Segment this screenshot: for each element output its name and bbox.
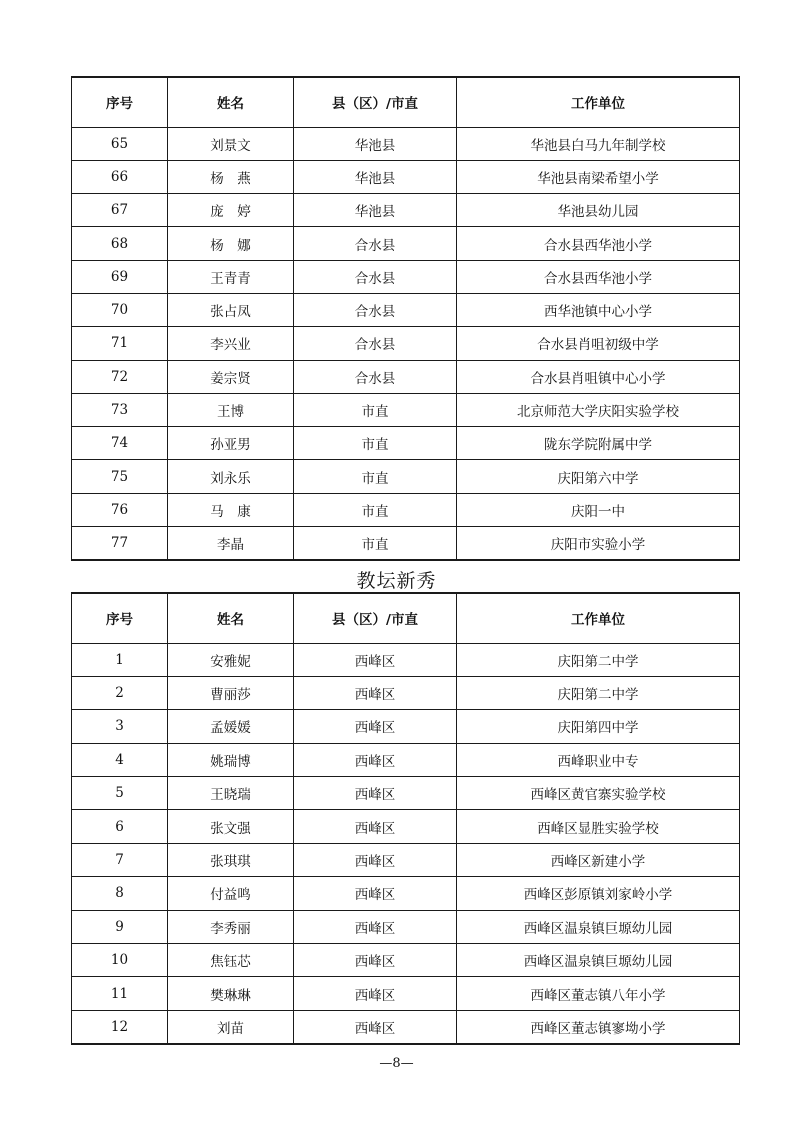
cell-unit: 西峰区新建小学 (457, 843, 740, 876)
cell-name: 张琪琪 (168, 843, 294, 876)
table-row (72, 360, 740, 393)
cell-county: 西峰区 (294, 877, 457, 910)
table-body (72, 127, 740, 560)
table-row (72, 194, 740, 227)
page-number: —8— (379, 1056, 414, 1071)
cell-name: 樊琳琳 (168, 977, 294, 1010)
cell-unit: 西峰区董志镇寥坳小学 (457, 1010, 740, 1043)
cell-unit: 陇东学院附属中学 (457, 427, 740, 460)
cell-seq: 1 (72, 643, 168, 676)
table-row (72, 743, 740, 776)
cell-unit: 庆阳第六中学 (457, 460, 740, 493)
header-name: 姓名 (168, 593, 294, 643)
table-row (72, 460, 740, 493)
cell-seq: 65 (72, 127, 168, 160)
cell-unit: 北京师范大学庆阳实验学校 (457, 393, 740, 426)
cell-unit: 西峰区显胜实验学校 (457, 810, 740, 843)
cell-county: 西峰区 (294, 910, 457, 943)
cell-county: 市直 (294, 393, 457, 426)
cell-unit: 西峰区彭原镇刘家岭小学 (457, 877, 740, 910)
cell-county: 市直 (294, 493, 457, 526)
table-row (72, 843, 740, 876)
table-row (72, 944, 740, 977)
cell-seq: 66 (72, 160, 168, 193)
header-county: 县（区）/市直 (294, 593, 457, 643)
cell-seq: 12 (72, 1010, 168, 1043)
section-title: 教坛新秀 (356, 570, 437, 592)
cell-seq: 68 (72, 227, 168, 260)
cell-name: 李秀丽 (168, 910, 294, 943)
table-row (72, 910, 740, 943)
cell-county: 合水县 (294, 360, 457, 393)
cell-seq: 69 (72, 260, 168, 293)
cell-unit: 庆阳市实验小学 (457, 527, 740, 560)
cell-unit: 西峰区董志镇八年小学 (457, 977, 740, 1010)
table-row (72, 393, 740, 426)
cell-seq: 71 (72, 327, 168, 360)
cell-name: 姜宗贤 (168, 360, 294, 393)
cell-seq: 2 (72, 676, 168, 709)
cell-seq: 67 (72, 194, 168, 227)
cell-name: 王博 (168, 393, 294, 426)
table-row (72, 877, 740, 910)
cell-name: 刘景文 (168, 127, 294, 160)
table-row (72, 676, 740, 709)
cell-seq: 73 (72, 393, 168, 426)
cell-county: 合水县 (294, 227, 457, 260)
cell-name: 马 康 (168, 493, 294, 526)
cell-name: 李兴业 (168, 327, 294, 360)
cell-name: 付益鸣 (168, 877, 294, 910)
header-seq: 序号 (72, 593, 168, 643)
cell-seq: 70 (72, 293, 168, 326)
table-row (72, 493, 740, 526)
cell-county: 西峰区 (294, 977, 457, 1010)
cell-seq: 3 (72, 710, 168, 743)
table-row (72, 527, 740, 560)
cell-seq: 77 (72, 527, 168, 560)
cell-unit: 西华池镇中心小学 (457, 293, 740, 326)
cell-unit: 庆阳第四中学 (457, 710, 740, 743)
teaching-newcomer-table (71, 592, 740, 1045)
table-body (72, 643, 740, 1044)
cell-county: 西峰区 (294, 643, 457, 676)
cell-name: 王青青 (168, 260, 294, 293)
table-row (72, 293, 740, 326)
cell-name: 杨 燕 (168, 160, 294, 193)
cell-unit: 西峰区温泉镇巨塬幼儿园 (457, 944, 740, 977)
table-row (72, 427, 740, 460)
table-row (72, 777, 740, 810)
table-row (72, 810, 740, 843)
cell-seq: 4 (72, 743, 168, 776)
cell-county: 合水县 (294, 260, 457, 293)
cell-unit: 华池县南梁希望小学 (457, 160, 740, 193)
cell-name: 刘苗 (168, 1010, 294, 1043)
table-row (72, 260, 740, 293)
header-unit: 工作单位 (457, 77, 740, 127)
cell-name: 张文强 (168, 810, 294, 843)
table-row (72, 127, 740, 160)
cell-county: 西峰区 (294, 843, 457, 876)
cell-unit: 合水县肖咀初级中学 (457, 327, 740, 360)
header-county: 县（区）/市直 (294, 77, 457, 127)
cell-county: 合水县 (294, 293, 457, 326)
cell-name: 孙亚男 (168, 427, 294, 460)
awardee-table-continued (71, 76, 740, 561)
table-header-row (72, 593, 740, 643)
cell-county: 市直 (294, 527, 457, 560)
cell-name: 李晶 (168, 527, 294, 560)
cell-seq: 6 (72, 810, 168, 843)
cell-name: 姚瑞博 (168, 743, 294, 776)
cell-name: 庞 婷 (168, 194, 294, 227)
cell-county: 西峰区 (294, 710, 457, 743)
cell-seq: 72 (72, 360, 168, 393)
cell-seq: 11 (72, 977, 168, 1010)
cell-name: 孟媛媛 (168, 710, 294, 743)
cell-name: 焦钰芯 (168, 944, 294, 977)
cell-county: 市直 (294, 427, 457, 460)
cell-name: 安雅妮 (168, 643, 294, 676)
cell-county: 华池县 (294, 194, 457, 227)
table-row (72, 643, 740, 676)
table-row (72, 227, 740, 260)
cell-seq: 5 (72, 777, 168, 810)
cell-unit: 西峰职业中专 (457, 743, 740, 776)
cell-county: 西峰区 (294, 1010, 457, 1043)
cell-seq: 10 (72, 944, 168, 977)
cell-unit: 西峰区温泉镇巨塬幼儿园 (457, 910, 740, 943)
cell-unit: 庆阳第二中学 (457, 676, 740, 709)
cell-county: 西峰区 (294, 944, 457, 977)
table-row (72, 327, 740, 360)
cell-name: 张占凤 (168, 293, 294, 326)
cell-seq: 8 (72, 877, 168, 910)
cell-name: 杨 娜 (168, 227, 294, 260)
cell-unit: 合水县西华池小学 (457, 260, 740, 293)
cell-seq: 76 (72, 493, 168, 526)
table-row (72, 160, 740, 193)
cell-seq: 74 (72, 427, 168, 460)
cell-unit: 合水县肖咀镇中心小学 (457, 360, 740, 393)
cell-seq: 7 (72, 843, 168, 876)
header-name: 姓名 (168, 77, 294, 127)
header-unit: 工作单位 (457, 593, 740, 643)
cell-unit: 西峰区黄官寨实验学校 (457, 777, 740, 810)
cell-name: 曹丽莎 (168, 676, 294, 709)
table-row (72, 710, 740, 743)
cell-county: 西峰区 (294, 777, 457, 810)
cell-name: 刘永乐 (168, 460, 294, 493)
cell-county: 西峰区 (294, 743, 457, 776)
header-seq: 序号 (72, 77, 168, 127)
cell-unit: 华池县白马九年制学校 (457, 127, 740, 160)
cell-seq: 75 (72, 460, 168, 493)
cell-seq: 9 (72, 910, 168, 943)
cell-unit: 庆阳一中 (457, 493, 740, 526)
cell-name: 王晓瑞 (168, 777, 294, 810)
cell-county: 华池县 (294, 160, 457, 193)
table-row (72, 1010, 740, 1043)
table-header-row (72, 77, 740, 127)
cell-unit: 华池县幼儿园 (457, 194, 740, 227)
cell-county: 西峰区 (294, 676, 457, 709)
cell-unit: 庆阳第二中学 (457, 643, 740, 676)
cell-county: 华池县 (294, 127, 457, 160)
cell-county: 合水县 (294, 327, 457, 360)
table-row (72, 977, 740, 1010)
cell-unit: 合水县西华池小学 (457, 227, 740, 260)
cell-county: 市直 (294, 460, 457, 493)
cell-county: 西峰区 (294, 810, 457, 843)
